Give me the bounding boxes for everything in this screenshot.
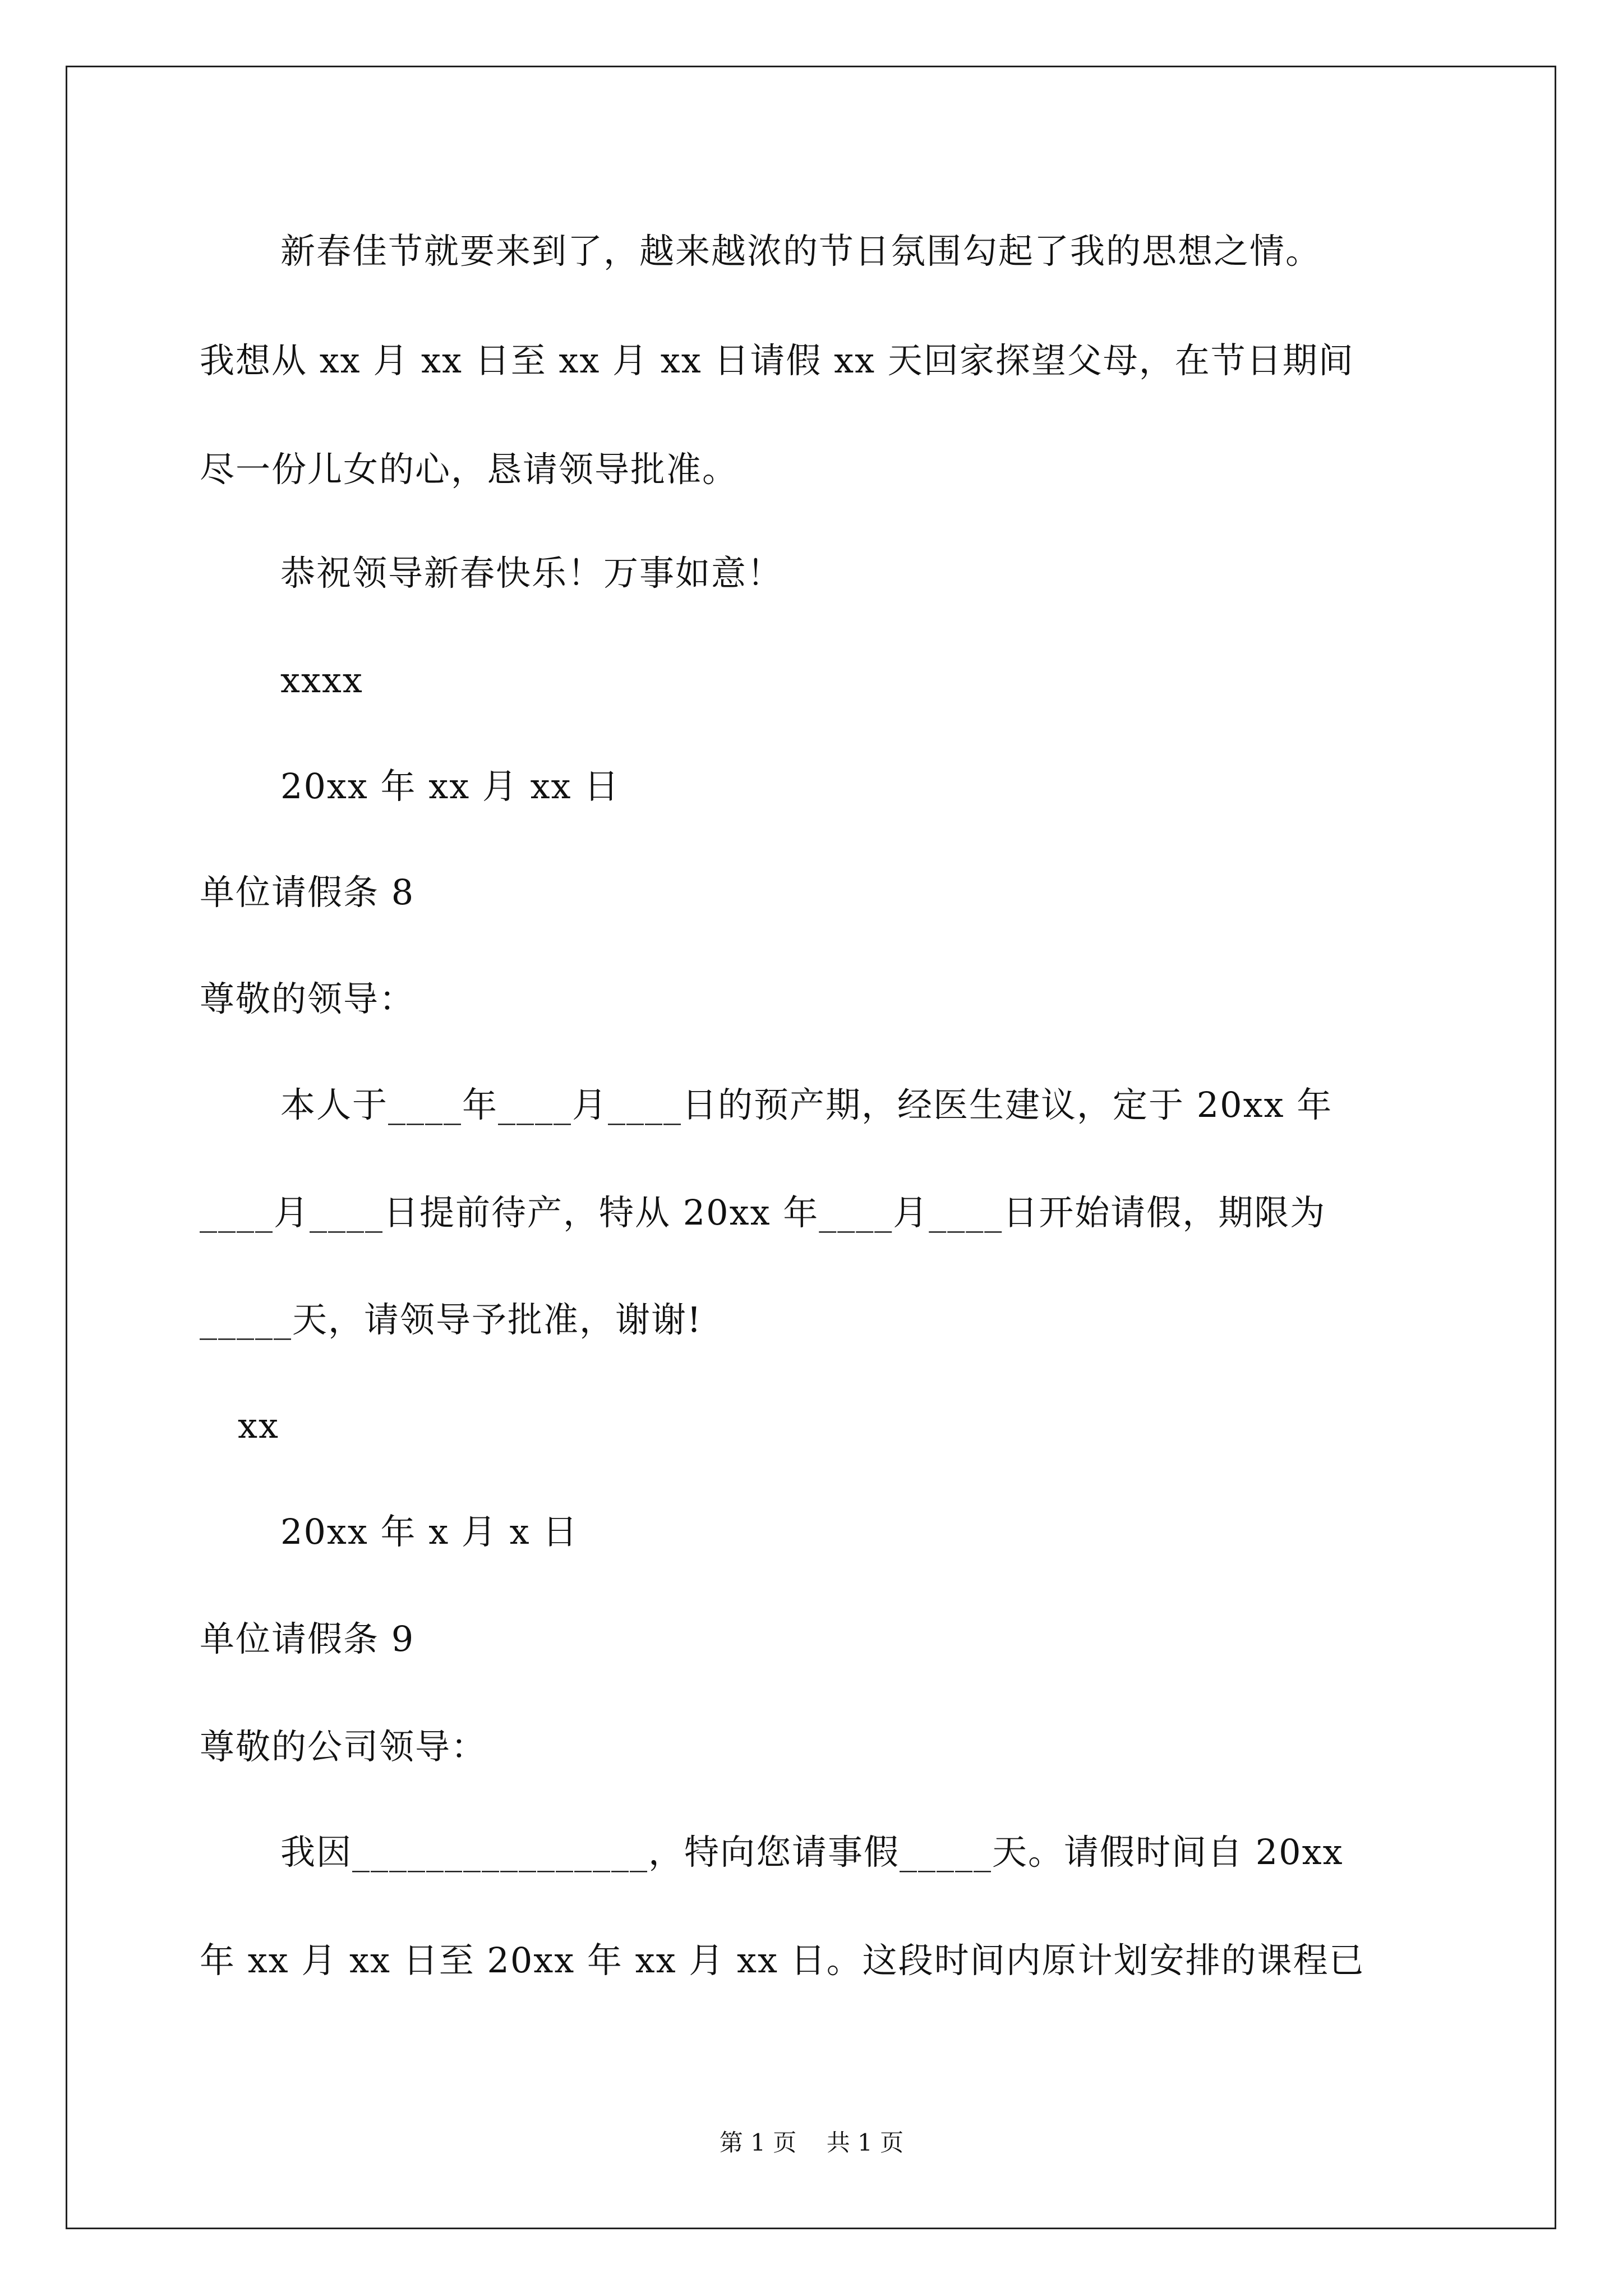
signature-date: 20xx 年 x 月 x 日 — [280, 1511, 579, 1552]
signature-name: xx — [238, 1405, 279, 1446]
page-frame — [66, 66, 1556, 2229]
paragraph-line: _____天，请领导予批准，谢谢! — [200, 1299, 702, 1340]
paragraph-line: 本人于____年____月____日的预产期，经医生建议，定于 20xx 年 — [280, 1084, 1333, 1125]
signature-date: 20xx 年 xx 月 xx 日 — [280, 766, 620, 807]
paragraph-line: 尽一份儿女的心，恳请领导批准。 — [200, 449, 739, 490]
paragraph-line: 我想从 xx 月 xx 日至 xx 月 xx 日请假 xx 天回家探望父母，在节日期间 — [200, 340, 1354, 381]
salutation: 尊敬的领导： — [200, 978, 416, 1019]
section-heading: 单位请假条 8 — [200, 872, 415, 913]
paragraph-line: 恭祝领导新春快乐！万事如意！ — [280, 553, 783, 593]
paragraph-line: 年 xx 月 xx 日至 20xx 年 xx 月 xx 日。这段时间内原计划安排的课程已 — [200, 1940, 1365, 1981]
paragraph-line: 我因________________，特向您请事假_____天。请假时间自 20xx — [280, 1832, 1344, 1872]
page-number-footer: 第 1 页 共 1 页 — [719, 2129, 904, 2156]
salutation: 尊敬的公司领导： — [200, 1726, 487, 1767]
paragraph-line: 新春佳节就要来到了，越来越浓的节日氛围勾起了我的思想之情。 — [280, 231, 1322, 272]
section-heading: 单位请假条 9 — [200, 1618, 415, 1659]
signature-name: xxxx — [280, 660, 363, 701]
paragraph-line: ____月____日提前待产，特从 20xx 年____月____日开始请假，期限为 — [200, 1192, 1326, 1233]
